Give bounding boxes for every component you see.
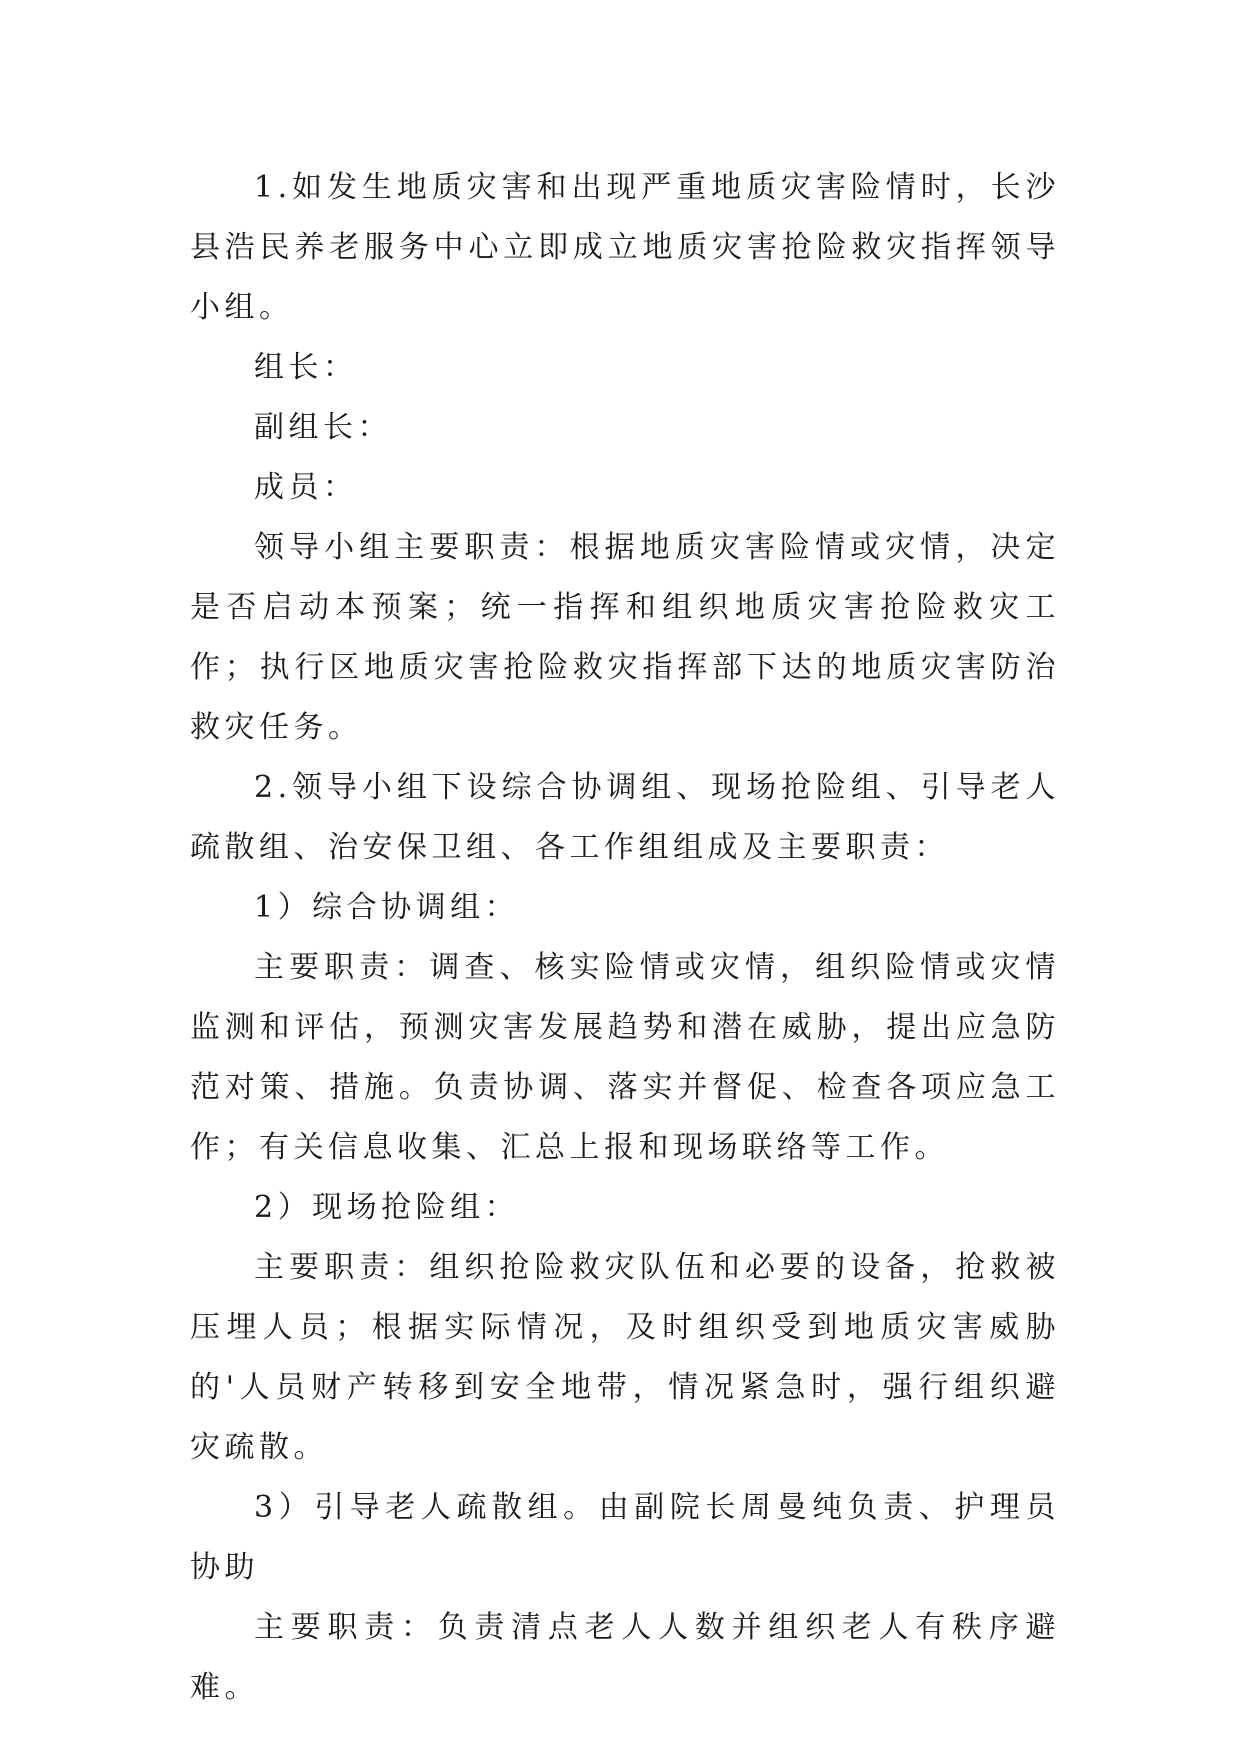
paragraph-group-leader: 组长： [254, 350, 358, 385]
paragraph-members: 成员： [254, 470, 358, 505]
document-body [190, 158, 1060, 1718]
paragraph-evacuation-group-duties: 主要职责：负责清点老人人数并组织老人有秩序避难。 [190, 1610, 1060, 1705]
paragraph-subgroups: 2.领导小组下设综合协调组、现场抢险组、引导老人疏散组、治安保卫组、各工作组组成及主要职责： [190, 770, 1060, 865]
paragraph-deputy-leader: 副组长： [254, 410, 392, 445]
paragraph-coordination-group-heading: 1）综合协调组： [254, 890, 520, 925]
paragraph-leadership-duties: 领导小组主要职责：根据地质灾害险情或灾情，决定是否启动本预案；统一指挥和组织地质灾害抢险救灾工作；执行区地质灾害抢险救灾指挥部下达的地质灾害防治救灾任务。 [190, 530, 1060, 745]
paragraph-rescue-group-duties: 主要职责：组织抢险救灾队伍和必要的设备，抢救被压埋人员；根据实际情况，及时组织受到地质灾害威胁的'人员财产转移到安全地带，情况紧急时，强行组织避灾疏散。 [190, 1250, 1060, 1465]
paragraph-rescue-group-heading: 2）现场抢险组： [254, 1190, 520, 1225]
paragraph-evacuation-group-heading: 3）引导老人疏散组。由副院长周曼纯负责、护理员协助 [190, 1490, 1060, 1585]
paragraph-coordination-group-duties: 主要职责：调查、核实险情或灾情，组织险情或灾情监测和评估，预测灾害发展趋势和潜在威胁，提出应急防范对策、措施。负责协调、落实并督促、检查各项应急工作；有关信息收集、汇总上报和现场联络等工作。 [190, 950, 1060, 1165]
paragraph-setup-leadership-group: 1.如发生地质灾害和出现严重地质灾害险情时，长沙县浩民养老服务中心立即成立地质灾害抢险救灾指挥领导小组。 [190, 170, 1060, 325]
